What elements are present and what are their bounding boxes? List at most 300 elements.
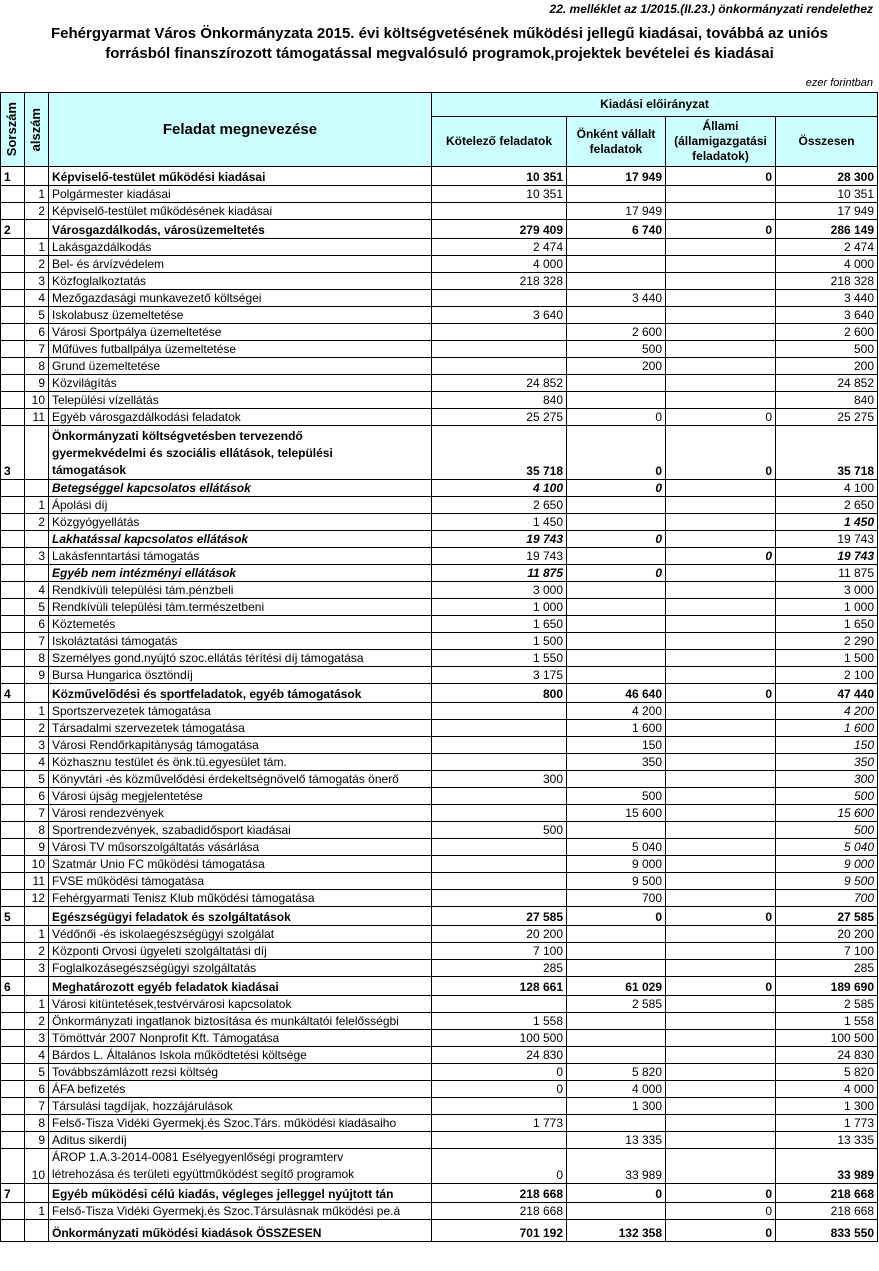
- subsection-number: 7: [25, 341, 49, 358]
- table-row: [1, 1098, 878, 1115]
- value-onkent: 0: [567, 426, 666, 480]
- value-onkent: 0: [567, 480, 666, 497]
- value-allami: [666, 514, 776, 531]
- section-name-line: Önkormányzati költségvetésben tervezendő: [52, 429, 303, 443]
- value-onkent: [567, 1013, 666, 1030]
- value-onkent: [567, 599, 666, 616]
- value-allami: [666, 960, 776, 977]
- section-number: [1, 1132, 25, 1149]
- subsection-number: 10: [25, 1149, 49, 1184]
- table-row: [1, 497, 878, 514]
- value-osszesen: 11 875: [776, 565, 878, 582]
- section-number: [1, 1115, 25, 1132]
- section-number: [1, 531, 25, 548]
- subsection-number: 1: [25, 239, 49, 256]
- value-kotelezo: 3 640: [432, 307, 567, 324]
- table-row: [1, 565, 878, 582]
- value-allami: [666, 754, 776, 771]
- item-name: Városi rendezvények: [49, 805, 432, 822]
- value-onkent: 9 500: [567, 873, 666, 890]
- value-osszesen: 1 650: [776, 616, 878, 633]
- value-allami: [666, 239, 776, 256]
- item-name: ÁFA befizetés: [49, 1081, 432, 1098]
- table-row: [1, 788, 878, 805]
- subsection-number: 9: [25, 667, 49, 684]
- section-number: [1, 737, 25, 754]
- item-name: Köztemetés: [49, 616, 432, 633]
- value-onkent: [567, 497, 666, 514]
- section-number: 7: [1, 1184, 25, 1203]
- value-onkent: 33 989: [567, 1149, 666, 1184]
- subsection-number: [25, 167, 49, 186]
- value-kotelezo: 20 200: [432, 926, 567, 943]
- value-allami: [666, 822, 776, 839]
- value-allami: [666, 186, 776, 203]
- value-onkent: [567, 582, 666, 599]
- table-row: [1, 754, 878, 771]
- section-name: Képviselő-testület működési kiadásai: [49, 167, 432, 186]
- value-onkent: 2 600: [567, 324, 666, 341]
- value-osszesen: 19 743: [776, 531, 878, 548]
- table-row: [1, 737, 878, 754]
- table-body: [1, 167, 878, 1242]
- table-row: [1, 514, 878, 531]
- value-osszesen: 3 640: [776, 307, 878, 324]
- group-name: Lakhatással kapcsolatos ellátások: [49, 531, 432, 548]
- subsection-number: [25, 426, 49, 480]
- value-kotelezo: [432, 754, 567, 771]
- item-name: Személyes gond.nyújtó szoc.ellátás térítési díj támogatása: [49, 650, 432, 667]
- subsection-number: 11: [25, 409, 49, 426]
- section-number: 3: [1, 426, 25, 480]
- section-number: [1, 788, 25, 805]
- value-onkent: 15 600: [567, 805, 666, 822]
- section-number: [1, 873, 25, 890]
- value-onkent: 1 600: [567, 720, 666, 737]
- subsection-number: 9: [25, 1132, 49, 1149]
- value-osszesen: 7 100: [776, 943, 878, 960]
- item-name: Közgyógyellátás: [49, 514, 432, 531]
- value-osszesen: 4 000: [776, 1081, 878, 1098]
- value-kotelezo: 285: [432, 960, 567, 977]
- value-onkent: [567, 273, 666, 290]
- value-allami: [666, 926, 776, 943]
- table-row: [1, 720, 878, 737]
- item-name: [49, 1149, 432, 1184]
- item-name: Bursa Hungarica ösztöndíj: [49, 667, 432, 684]
- section-number: [1, 960, 25, 977]
- item-name: Lakásfenntartási támogatás: [49, 548, 432, 565]
- value-onkent: 200: [567, 358, 666, 375]
- value-osszesen: 24 852: [776, 375, 878, 392]
- value-onkent: 3 440: [567, 290, 666, 307]
- value-kotelezo: 24 830: [432, 1047, 567, 1064]
- value-osszesen: 1 558: [776, 1013, 878, 1030]
- section-name-line: támogatások: [52, 463, 127, 477]
- section-number: [1, 273, 25, 290]
- value-osszesen: 1 300: [776, 1098, 878, 1115]
- value-kotelezo: 218 668: [432, 1184, 567, 1203]
- header-group: Kiadási előirányzat: [432, 93, 878, 117]
- section-number: 5: [1, 907, 25, 926]
- value-onkent: 0: [567, 531, 666, 548]
- value-allami: [666, 1047, 776, 1064]
- value-osszesen: 500: [776, 341, 878, 358]
- value-kotelezo: 218 668: [432, 1203, 567, 1220]
- value-allami: [666, 565, 776, 582]
- value-allami: [666, 616, 776, 633]
- value-osszesen: 5 820: [776, 1064, 878, 1081]
- value-allami: [666, 667, 776, 684]
- item-name: Ápolási díj: [49, 497, 432, 514]
- table-row: [1, 341, 878, 358]
- item-name: Lakásgazdálkodás: [49, 239, 432, 256]
- value-kotelezo: 1 650: [432, 616, 567, 633]
- value-kotelezo: [432, 890, 567, 907]
- value-allami: [666, 856, 776, 873]
- value-osszesen: 33 989: [776, 1149, 878, 1184]
- subsection-number: 2: [25, 203, 49, 220]
- value-allami: [666, 788, 776, 805]
- value-allami: [666, 890, 776, 907]
- value-osszesen: 1 600: [776, 720, 878, 737]
- value-onkent: 350: [567, 754, 666, 771]
- value-onkent: 2 585: [567, 996, 666, 1013]
- value-kotelezo: 100 500: [432, 1030, 567, 1047]
- value-kotelezo: [432, 1132, 567, 1149]
- subsection-number: 5: [25, 599, 49, 616]
- subsection-number: 1: [25, 996, 49, 1013]
- value-allami: [666, 943, 776, 960]
- subsection-number: 8: [25, 822, 49, 839]
- item-name: Társadalmi szervezetek támogatása: [49, 720, 432, 737]
- table-row: [1, 822, 878, 839]
- section-name: Közművelődési és sportfeladatok, egyéb támogatások: [49, 684, 432, 703]
- value-kotelezo: 2 650: [432, 497, 567, 514]
- section-number: [1, 822, 25, 839]
- value-allami: [666, 805, 776, 822]
- item-name: Közfoglalkoztatás: [49, 273, 432, 290]
- value-osszesen: 4 100: [776, 480, 878, 497]
- section-number: [1, 1064, 25, 1081]
- value-kotelezo: [432, 996, 567, 1013]
- value-allami: 0: [666, 907, 776, 926]
- subsection-number: 1: [25, 497, 49, 514]
- subsection-number: 1: [25, 703, 49, 720]
- section-number: [1, 856, 25, 873]
- section-number: [1, 341, 25, 358]
- value-allami: 0: [666, 548, 776, 565]
- value-onkent: [567, 514, 666, 531]
- value-onkent: 6 740: [567, 220, 666, 239]
- item-name: Mezőgazdasági munkavezető költségei: [49, 290, 432, 307]
- section-number: [1, 290, 25, 307]
- value-allami: [666, 737, 776, 754]
- value-osszesen: 2 600: [776, 324, 878, 341]
- value-osszesen: 17 949: [776, 203, 878, 220]
- subsection-number: 8: [25, 650, 49, 667]
- value-kotelezo: 11 875: [432, 565, 567, 582]
- item-name: Polgármester kiadásai: [49, 186, 432, 203]
- value-allami: [666, 582, 776, 599]
- section-number: [1, 633, 25, 650]
- value-onkent: 700: [567, 890, 666, 907]
- header-feladat: Feladat megnevezése: [49, 93, 432, 167]
- value-kotelezo: [432, 805, 567, 822]
- table-row: [1, 633, 878, 650]
- subsection-number: [25, 531, 49, 548]
- section-number: [1, 771, 25, 788]
- section-number: [1, 616, 25, 633]
- subsection-number: 8: [25, 358, 49, 375]
- table-row: [1, 667, 878, 684]
- value-osszesen: 700: [776, 890, 878, 907]
- value-osszesen: 35 718: [776, 426, 878, 480]
- subsection-number: 6: [25, 616, 49, 633]
- value-onkent: [567, 1203, 666, 1220]
- value-allami: [666, 1132, 776, 1149]
- value-allami: [666, 650, 776, 667]
- value-onkent: [567, 943, 666, 960]
- section-number: [1, 256, 25, 273]
- section-number: [1, 703, 25, 720]
- section-number: [1, 307, 25, 324]
- value-kotelezo: 840: [432, 392, 567, 409]
- section-number: [1, 1203, 25, 1220]
- item-name: Városi Sportpálya üzemeltetése: [49, 324, 432, 341]
- item-name: Bel- és árvízvédelem: [49, 256, 432, 273]
- section-name: [49, 426, 432, 480]
- value-kotelezo: 2 474: [432, 239, 567, 256]
- header-kotelezo: Kötelező feladatok: [432, 117, 567, 167]
- value-onkent: 46 640: [567, 684, 666, 703]
- value-allami: 0: [666, 1220, 776, 1242]
- table-row: [1, 409, 878, 426]
- value-kotelezo: [432, 703, 567, 720]
- table-row: [1, 805, 878, 822]
- value-kotelezo: [432, 341, 567, 358]
- value-kotelezo: 10 351: [432, 167, 567, 186]
- subsection-number: 9: [25, 839, 49, 856]
- value-osszesen: 1 500: [776, 650, 878, 667]
- table-row: [1, 1013, 878, 1030]
- value-onkent: 4 200: [567, 703, 666, 720]
- value-allami: [666, 1013, 776, 1030]
- value-kotelezo: 3 175: [432, 667, 567, 684]
- value-onkent: 132 358: [567, 1220, 666, 1242]
- section-number: [1, 239, 25, 256]
- value-kotelezo: 19 743: [432, 531, 567, 548]
- table-row: [1, 220, 878, 239]
- section-number: [1, 548, 25, 565]
- value-osszesen: 500: [776, 788, 878, 805]
- item-name: Foglalkozásegészségügyi szolgáltatás: [49, 960, 432, 977]
- value-allami: [666, 375, 776, 392]
- section-number: [1, 1081, 25, 1098]
- value-onkent: 500: [567, 788, 666, 805]
- value-onkent: 9 000: [567, 856, 666, 873]
- header-sorszam: Sorszám: [1, 93, 25, 167]
- item-name: Képviselő-testület működésének kiadásai: [49, 203, 432, 220]
- item-name: Szatmár Unio FC működési támogatása: [49, 856, 432, 873]
- table-row: [1, 358, 878, 375]
- subsection-number: 10: [25, 856, 49, 873]
- value-osszesen: 218 668: [776, 1184, 878, 1203]
- value-osszesen: 13 335: [776, 1132, 878, 1149]
- value-osszesen: 2 650: [776, 497, 878, 514]
- table-row: [1, 907, 878, 926]
- value-onkent: 0: [567, 565, 666, 582]
- table-row: [1, 480, 878, 497]
- value-kotelezo: 1 450: [432, 514, 567, 531]
- subsection-number: 1: [25, 186, 49, 203]
- value-osszesen: 1 000: [776, 599, 878, 616]
- value-allami: [666, 290, 776, 307]
- subsection-number: 9: [25, 375, 49, 392]
- value-allami: [666, 873, 776, 890]
- value-osszesen: 24 830: [776, 1047, 878, 1064]
- table-row: [1, 873, 878, 890]
- value-osszesen: 2 100: [776, 667, 878, 684]
- value-kotelezo: 25 275: [432, 409, 567, 426]
- value-allami: 0: [666, 1203, 776, 1220]
- value-allami: [666, 633, 776, 650]
- subsection-number: [25, 1220, 49, 1242]
- value-osszesen: 500: [776, 822, 878, 839]
- value-onkent: [567, 548, 666, 565]
- value-kotelezo: 10 351: [432, 186, 567, 203]
- value-allami: [666, 1149, 776, 1184]
- value-onkent: [567, 1115, 666, 1132]
- value-allami: 0: [666, 684, 776, 703]
- value-allami: [666, 720, 776, 737]
- subsection-number: 6: [25, 788, 49, 805]
- section-name: Városgazdálkodás, városüzemeltetés: [49, 220, 432, 239]
- table-row: [1, 684, 878, 703]
- value-allami: [666, 497, 776, 514]
- value-osszesen: 25 275: [776, 409, 878, 426]
- value-kotelezo: 3 000: [432, 582, 567, 599]
- section-number: [1, 1149, 25, 1184]
- value-allami: [666, 771, 776, 788]
- item-name: Könyvtári -és közművelődési érdekeltségnövelő támogatás önerő: [49, 771, 432, 788]
- item-name-line: ÁROP 1.A.3-2014-0081 Esélyegyenlőségi programterv: [52, 1150, 344, 1164]
- table-row: [1, 307, 878, 324]
- table-row: [1, 1184, 878, 1203]
- item-name: Városi kitüntetések,testvérvárosi kapcsolatok: [49, 996, 432, 1013]
- value-osszesen: 19 743: [776, 548, 878, 565]
- value-kotelezo: 500: [432, 822, 567, 839]
- subsection-number: [25, 684, 49, 703]
- table-row: [1, 977, 878, 996]
- table-row: [1, 1030, 878, 1047]
- unit-label: ezer forintban: [805, 77, 873, 89]
- subsection-number: 3: [25, 273, 49, 290]
- table-row: [1, 771, 878, 788]
- value-onkent: [567, 926, 666, 943]
- value-osszesen: 100 500: [776, 1030, 878, 1047]
- value-allami: [666, 256, 776, 273]
- table-row: [1, 839, 878, 856]
- table-row: [1, 548, 878, 565]
- value-onkent: [567, 650, 666, 667]
- subsection-number: [25, 1184, 49, 1203]
- value-allami: [666, 703, 776, 720]
- value-osszesen: 2 474: [776, 239, 878, 256]
- value-allami: [666, 531, 776, 548]
- section-number: [1, 358, 25, 375]
- section-number: [1, 667, 25, 684]
- value-onkent: [567, 392, 666, 409]
- subsection-number: 3: [25, 960, 49, 977]
- value-kotelezo: [432, 358, 567, 375]
- item-name: Városi Rendőrkapitányság támogatása: [49, 737, 432, 754]
- item-name: Városi TV műsorszolgáltatás vásárlása: [49, 839, 432, 856]
- value-kotelezo: 701 192: [432, 1220, 567, 1242]
- subsection-number: [25, 480, 49, 497]
- value-allami: [666, 1064, 776, 1081]
- value-allami: [666, 1115, 776, 1132]
- value-osszesen: 218 668: [776, 1203, 878, 1220]
- value-kotelezo: [432, 856, 567, 873]
- section-number: 1: [1, 167, 25, 186]
- value-onkent: [567, 1030, 666, 1047]
- item-name: Grund üzemeltetése: [49, 358, 432, 375]
- table-row: [1, 1081, 878, 1098]
- item-name: Aditus sikerdíj: [49, 1132, 432, 1149]
- value-kotelezo: 4 000: [432, 256, 567, 273]
- value-kotelezo: 19 743: [432, 548, 567, 565]
- value-allami: 0: [666, 167, 776, 186]
- subsection-number: 12: [25, 890, 49, 907]
- value-onkent: [567, 667, 666, 684]
- value-allami: [666, 358, 776, 375]
- table-row: [1, 856, 878, 873]
- value-osszesen: 189 690: [776, 977, 878, 996]
- subsection-number: 2: [25, 256, 49, 273]
- value-onkent: 5 040: [567, 839, 666, 856]
- value-kotelezo: 7 100: [432, 943, 567, 960]
- value-osszesen: 3 000: [776, 582, 878, 599]
- value-osszesen: 300: [776, 771, 878, 788]
- value-onkent: 500: [567, 341, 666, 358]
- section-name: Meghatározott egyéb feladatok kiadásai: [49, 977, 432, 996]
- section-number: [1, 890, 25, 907]
- value-onkent: 61 029: [567, 977, 666, 996]
- section-number: [1, 497, 25, 514]
- subsection-number: 8: [25, 1115, 49, 1132]
- value-osszesen: 350: [776, 754, 878, 771]
- item-name: Fehérgyarmati Tenisz Klub működési támogatása: [49, 890, 432, 907]
- value-allami: 0: [666, 220, 776, 239]
- section-number: [1, 754, 25, 771]
- value-kotelezo: [432, 873, 567, 890]
- subsection-number: 6: [25, 1081, 49, 1098]
- subsection-number: 7: [25, 633, 49, 650]
- section-name: Önkormányzati működési kiadások ÖSSZESEN: [49, 1220, 432, 1242]
- value-osszesen: 3 440: [776, 290, 878, 307]
- value-kotelezo: 1 000: [432, 599, 567, 616]
- table-row: [1, 1064, 878, 1081]
- value-onkent: 0: [567, 409, 666, 426]
- item-name: Műfüves futballpálya üzemeltetése: [49, 341, 432, 358]
- title-line-2: forrásból finanszírozott támogatással megvalósuló programok,projektek bevételei és kiadásai: [105, 45, 774, 62]
- subsection-number: [25, 907, 49, 926]
- subsection-number: 5: [25, 307, 49, 324]
- value-allami: 0: [666, 426, 776, 480]
- value-onkent: 0: [567, 907, 666, 926]
- value-allami: 0: [666, 1184, 776, 1203]
